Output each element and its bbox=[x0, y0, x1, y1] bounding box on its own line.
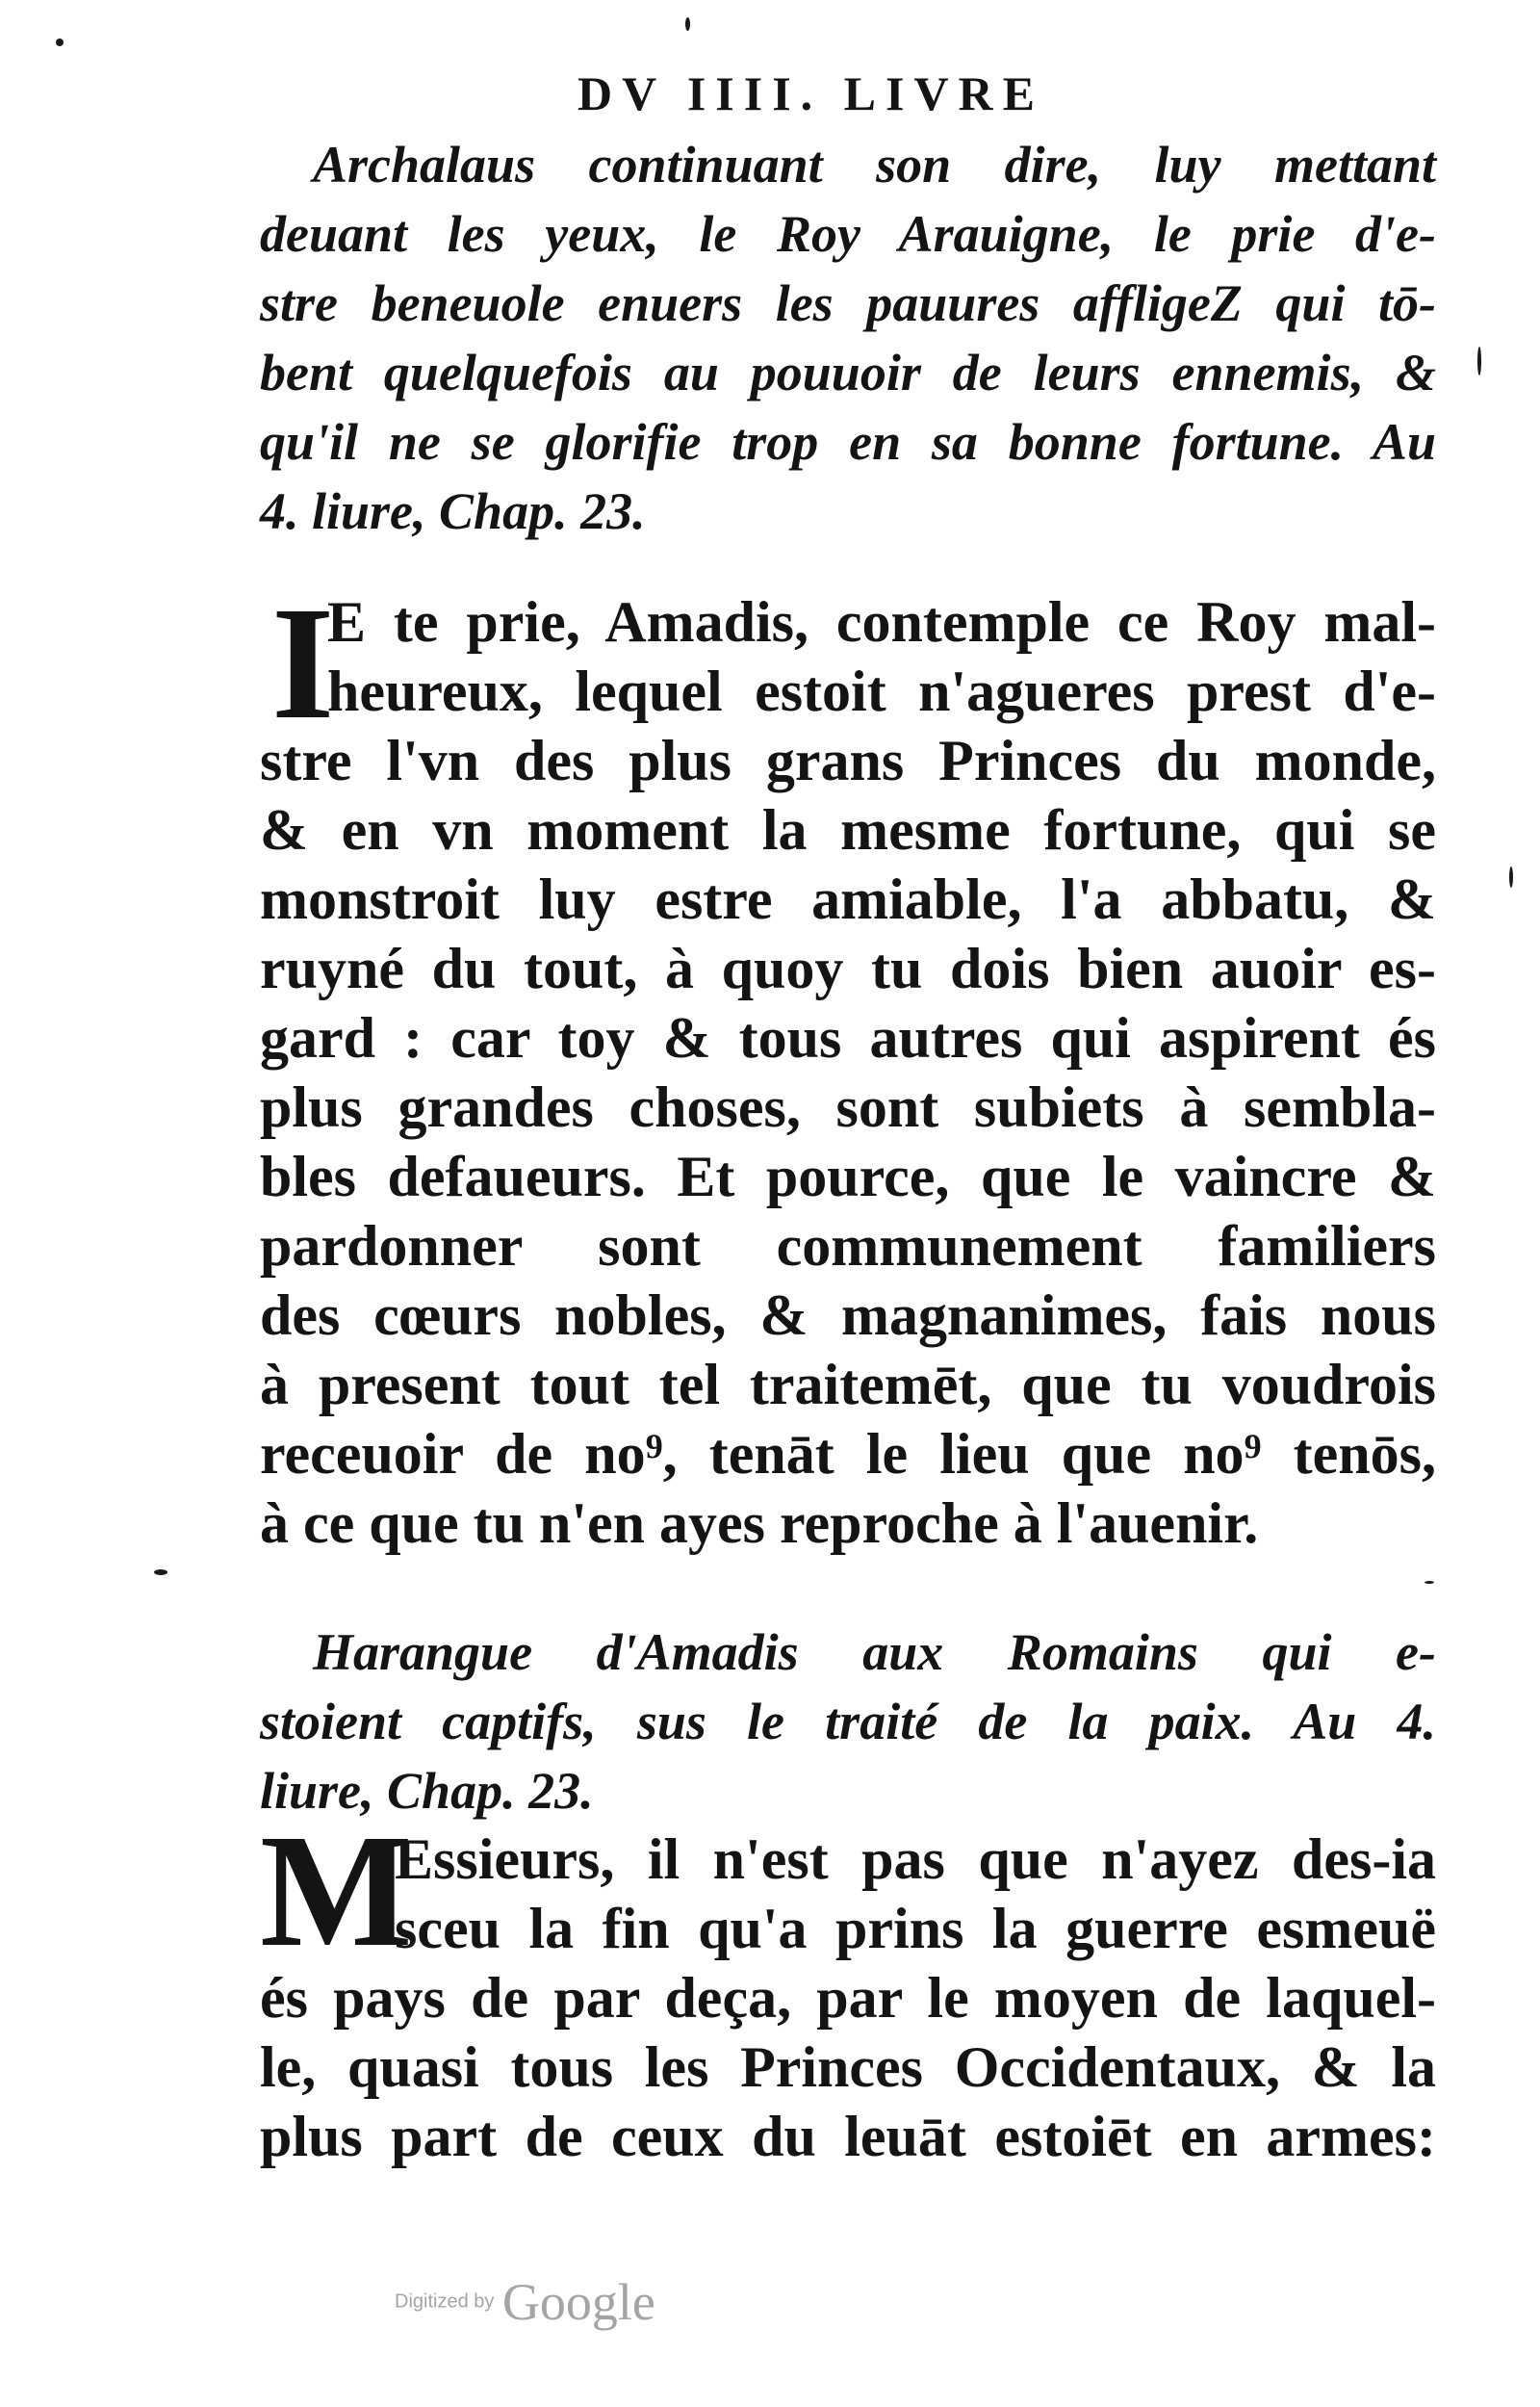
body-line: à ce que tu n'en ayes reproche à l'auenir. bbox=[260, 1491, 1259, 1555]
drop-cap: I bbox=[271, 574, 335, 753]
body-line: à present tout tel traitemēt, que tu voudrois bbox=[260, 1353, 1436, 1416]
heading-line: Archalaus continuant son dire, luy mettant bbox=[313, 136, 1436, 194]
scan-speck bbox=[56, 39, 64, 46]
scan-speck bbox=[1424, 1581, 1434, 1584]
digitized-label: Digitized by bbox=[395, 2291, 495, 2313]
digitized-by-google-watermark bbox=[395, 2272, 655, 2332]
running-head: DV IIII. LIVRE bbox=[578, 66, 1045, 120]
scan-speck bbox=[685, 17, 690, 31]
body-line: plus part de ceux du leuāt estoiēt en armes: bbox=[260, 2105, 1436, 2168]
scan-speck bbox=[154, 1569, 167, 1575]
heading-line: Harangue d'Amadis aux Romains qui e- bbox=[313, 1623, 1436, 1681]
body-line: sceu la fin qu'a prins la guerre esmeuë bbox=[395, 1897, 1436, 1960]
heading-line: liure, Chap. 23. bbox=[260, 1762, 594, 1820]
body-line: plus grandes choses, sont subiets à sembla- bbox=[260, 1075, 1436, 1139]
body-line: bles defaueurs. Et pource, que le vaincre & bbox=[260, 1145, 1436, 1208]
section1-body bbox=[260, 587, 1436, 1558]
drop-cap: M bbox=[260, 1801, 413, 1980]
section2-heading bbox=[260, 1618, 1436, 1825]
heading-line: bent quelquefois au pouuoir de leurs ennemis, & bbox=[260, 344, 1436, 401]
heading-line: qu'il ne se glorifie trop en sa bonne fortune. Au bbox=[260, 413, 1436, 471]
body-line: gard : car toy & tous autres qui aspirent és bbox=[260, 1006, 1436, 1070]
body-line: des cœurs nobles, & magnanimes, fais nous bbox=[260, 1283, 1436, 1347]
section1-heading bbox=[260, 130, 1436, 546]
body-line: E te prie, Amadis, contemple ce Roy mal- bbox=[327, 590, 1436, 654]
body-line: stre l'vn des plus grans Princes du monde, bbox=[260, 729, 1436, 792]
body-line: & en vn moment la mesme fortune, qui se bbox=[260, 798, 1436, 862]
heading-line: 4. liure, Chap. 23. bbox=[260, 482, 646, 540]
body-line: Essieurs, il n'est pas que n'ayez des-ia bbox=[395, 1827, 1436, 1891]
scan-speck bbox=[1477, 347, 1481, 375]
body-line: heureux, lequel estoit n'agueres prest d'e- bbox=[327, 660, 1436, 723]
heading-line: stoient captifs, sus le traité de la paix. Au 4. bbox=[260, 1693, 1436, 1750]
body-line: ruyné du tout, à quoy tu dois bien auoir es- bbox=[260, 937, 1436, 1000]
scan-speck bbox=[1509, 867, 1513, 888]
body-line: pardonner sont communement familiers bbox=[260, 1214, 1436, 1278]
body-line: receuoir de no⁹, tenāt le lieu que no⁹ tenōs, bbox=[260, 1422, 1436, 1486]
body-line: le, quasi tous les Princes Occidentaux, & la bbox=[260, 2035, 1436, 2099]
section2-body bbox=[260, 1825, 1436, 2171]
body-line: és pays de par deça, par le moyen de laquel- bbox=[260, 1966, 1436, 2030]
heading-line: deuant les yeux, le Roy Arauigne, le prie d'e- bbox=[260, 205, 1436, 263]
heading-line: stre beneuole enuers les pauures affligeZ qui tō- bbox=[260, 274, 1436, 332]
google-logo-text: Google bbox=[501, 2273, 655, 2331]
body-line: monstroit luy estre amiable, l'a abbatu, & bbox=[260, 867, 1436, 931]
